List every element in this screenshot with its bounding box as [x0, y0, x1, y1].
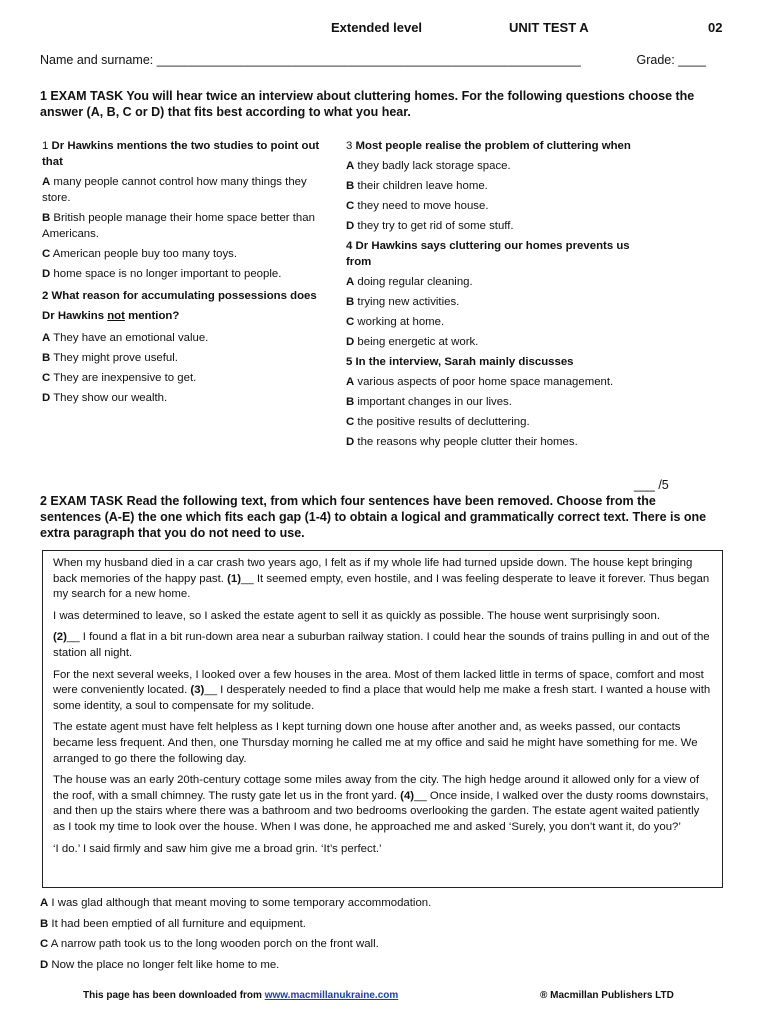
- grade-label: Grade:: [636, 53, 675, 67]
- option-a[interactable]: A They have an emotional value.: [42, 332, 209, 344]
- page-number: 02: [708, 20, 723, 35]
- footer-download: This page has been downloaded from www.macmillanukraine.com: [83, 990, 399, 1001]
- option-c[interactable]: C they need to move house.: [346, 200, 489, 212]
- paragraph: (2)__ I found a flat in a bit run-down area near a suburban railway station. I could hear the sounds of trains pulling in and out of the station all night.: [53, 631, 710, 659]
- question-text: In the interview, Sarah mainly discusses: [355, 356, 574, 368]
- question-5: [346, 354, 646, 450]
- option-b[interactable]: B trying new activities.: [346, 296, 460, 308]
- question-text: Dr Hawkins says cluttering our homes prevents us from: [346, 240, 630, 268]
- option-d[interactable]: D They show our wealth.: [42, 392, 168, 404]
- name-field-line[interactable]: _____________________________________________________________: [156, 53, 581, 67]
- level-label: Extended level: [331, 20, 423, 35]
- reading-text-box: [42, 550, 723, 888]
- option-a[interactable]: A they badly lack storage space.: [346, 160, 511, 172]
- sentence-d[interactable]: D Now the place no longer felt like home to me.: [40, 958, 280, 971]
- grade-line[interactable]: ____: [678, 53, 706, 67]
- gap-3[interactable]: (3): [190, 684, 205, 697]
- paragraph: When my husband died in a car crash two years ago, I felt as if my whole life had turned upside down. The house kept bringing back memories of the happy past. (1)__ It seemed empty, even hostile, and I was feeling desperate to leave it forever. Thus began my search for a new home.: [53, 557, 710, 601]
- gap-2[interactable]: (2): [53, 631, 67, 644]
- question-3: [346, 138, 646, 234]
- question-text: Dr Hawkins mentions the two studies to point out that: [42, 140, 320, 168]
- option-a[interactable]: A many people cannot control how many things they store.: [42, 176, 307, 204]
- task1-score[interactable]: ___ /5: [634, 478, 669, 492]
- paragraph: The house was an early 20th-century cottage some miles away from the city. The high hedge around it allowed only for a view of the roof, with a small chimney. The rusty gate let us in the front yard. (4)__ Once inside, I walked over the dusty rooms downstairs, and then up the stairs where there was a bathroom and two bedrooms overlooking the garden. The estate agent waited patiently as I took my time to look over the house. When I was done, he approached me and asked ‘Surely, you don’t want it, do you?’: [53, 774, 709, 833]
- paragraph: For the next several weeks, I looked over a few houses in the area. Most of them lacked little in terms of space, comfort and most were conveniently located. (3)__ I desperately needed to find a place that would help me make a fresh start. I wanted a house with some identity, a soul to compensate for my solitude.: [53, 668, 711, 712]
- student-info-row: [40, 53, 706, 67]
- option-c[interactable]: C the positive results of decluttering.: [346, 416, 530, 428]
- option-b[interactable]: B British people manage their home space better than Americans.: [42, 212, 315, 240]
- option-d[interactable]: D they try to get rid of some stuff.: [346, 220, 514, 232]
- gap-1[interactable]: (1): [227, 572, 242, 585]
- option-b[interactable]: B They might prove useful.: [42, 352, 178, 364]
- option-c[interactable]: C They are inexpensive to get.: [42, 372, 197, 384]
- sentence-b[interactable]: B It had been emptied of all furniture and equipment.: [40, 917, 306, 930]
- question-1: [42, 138, 330, 282]
- option-d[interactable]: D being energetic at work.: [346, 336, 479, 348]
- question-text: Most people realise the problem of cluttering when: [355, 140, 631, 152]
- sentence-c[interactable]: C A narrow path took us to the long wooden porch on the front wall.: [40, 938, 379, 950]
- paragraph: I was determined to leave, so I asked the estate agent to sell it as quickly as possible. The house went surprisingly soon.: [53, 609, 660, 622]
- option-b[interactable]: B important changes in our lives.: [346, 396, 512, 408]
- question-number: 3: [346, 140, 353, 152]
- option-a[interactable]: A doing regular cleaning.: [346, 276, 473, 288]
- question-4: [346, 238, 646, 350]
- option-c[interactable]: C American people buy too many toys.: [42, 248, 238, 260]
- footer-copyright: ® Macmillan Publishers LTD: [540, 990, 674, 1001]
- option-d[interactable]: D the reasons why people clutter their homes.: [346, 436, 578, 448]
- option-b[interactable]: B their children leave home.: [346, 180, 488, 192]
- paragraph: The estate agent must have felt helpless as I kept turning down one house after another and, as weeks passed, our contacts became less frequent. And then, one Thursday morning he called me at my office and said he might have something for me. We arranged to go there the following day.: [53, 721, 698, 765]
- sentence-options: [40, 895, 431, 977]
- name-label: Name and surname:: [40, 53, 154, 67]
- emphasis-not: not: [107, 310, 125, 322]
- question-number: 5: [346, 356, 353, 368]
- paragraph: ‘I do.’ I said firmly and saw him give me a broad grin. ‘It’s perfect.’: [53, 842, 382, 855]
- sentence-a[interactable]: A I was glad although that meant moving to some temporary accommodation.: [40, 897, 432, 909]
- task1-left-column: [42, 138, 330, 406]
- option-a[interactable]: A various aspects of poor home space management.: [346, 376, 614, 388]
- grade-field: [636, 53, 706, 67]
- task1-title: 1 EXAM TASK You will hear twice an interview about cluttering homes. For the following questions choose the answer (A, B, C or D) that fits best according to what you hear.: [40, 89, 695, 119]
- publisher-link[interactable]: www.macmillanukraine.com: [264, 990, 399, 1001]
- option-c[interactable]: C working at home.: [346, 316, 445, 328]
- question-2: 2 What reason for accumulating possessions does Dr Hawkins not mention? A They have an emotional value. B They might prove useful. C They are inexpensive to get. D They show our wealth.: [42, 286, 330, 406]
- task2-title: 2 EXAM TASK Read the following text, from which four sentences have been removed. Choose from the sentences (A-E) the one which fits each gap (1-4) to obtain a logical and grammatically correct text. There is one extra paragraph that you do not need to use.: [40, 494, 707, 540]
- option-d[interactable]: D home space is no longer important to people.: [42, 268, 282, 280]
- task1-right-column: [346, 138, 646, 450]
- question-number: 4: [346, 240, 353, 252]
- test-title: UNIT TEST A: [509, 20, 589, 35]
- question-number: 2: [42, 290, 49, 302]
- question-number: 1: [42, 140, 49, 152]
- gap-4[interactable]: (4): [400, 789, 415, 802]
